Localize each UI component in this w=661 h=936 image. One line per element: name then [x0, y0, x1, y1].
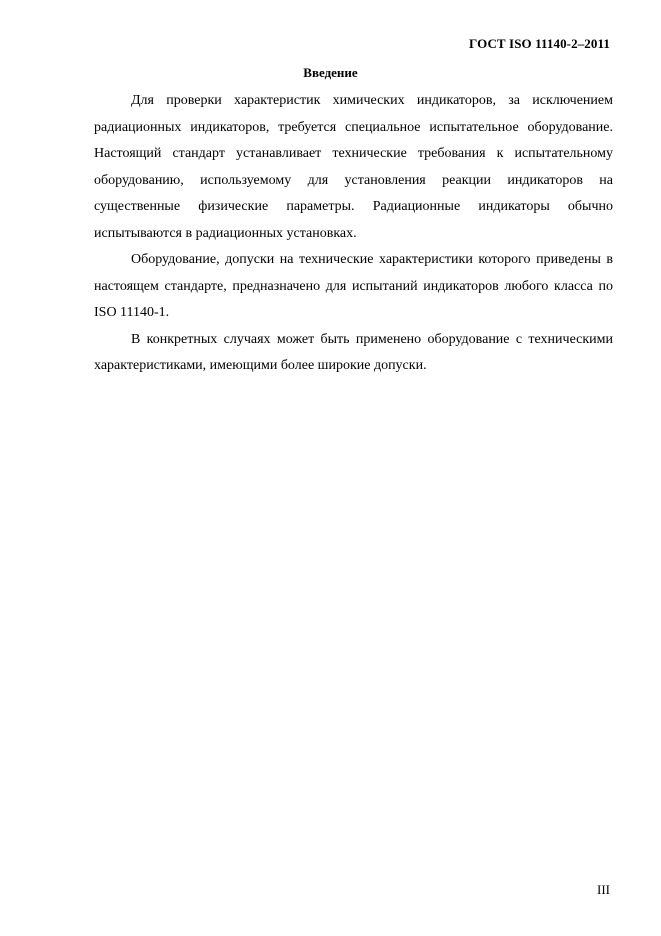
paragraph: Оборудование, допуски на технические характеристики которого приведены в настоящем стандарте, предназначено для испытаний индикаторов любого класса по ISO 11140-1. — [94, 252, 613, 320]
document-code-header: ГОСТ ISO 11140-2–2011 — [469, 36, 610, 51]
body-text — [94, 88, 613, 380]
page-number: III — [597, 882, 610, 897]
paragraph: Для проверки характеристик химических индикаторов, за исключением радиационных индикаторов, требуется специальное испытательное оборудование. Настоящий стандарт устанавливает технические требования к испытательному оборудованию, используемому для установления реакции индикаторов на существенные физические параметры. Радиационные индикаторы обычно испытываются в радиационных установках. — [94, 93, 613, 241]
paragraph: В конкретных случаях может быть применено оборудование с техническими характеристиками, имеющими более широкие допуски. — [94, 331, 613, 373]
section-title: Введение — [303, 65, 358, 80]
